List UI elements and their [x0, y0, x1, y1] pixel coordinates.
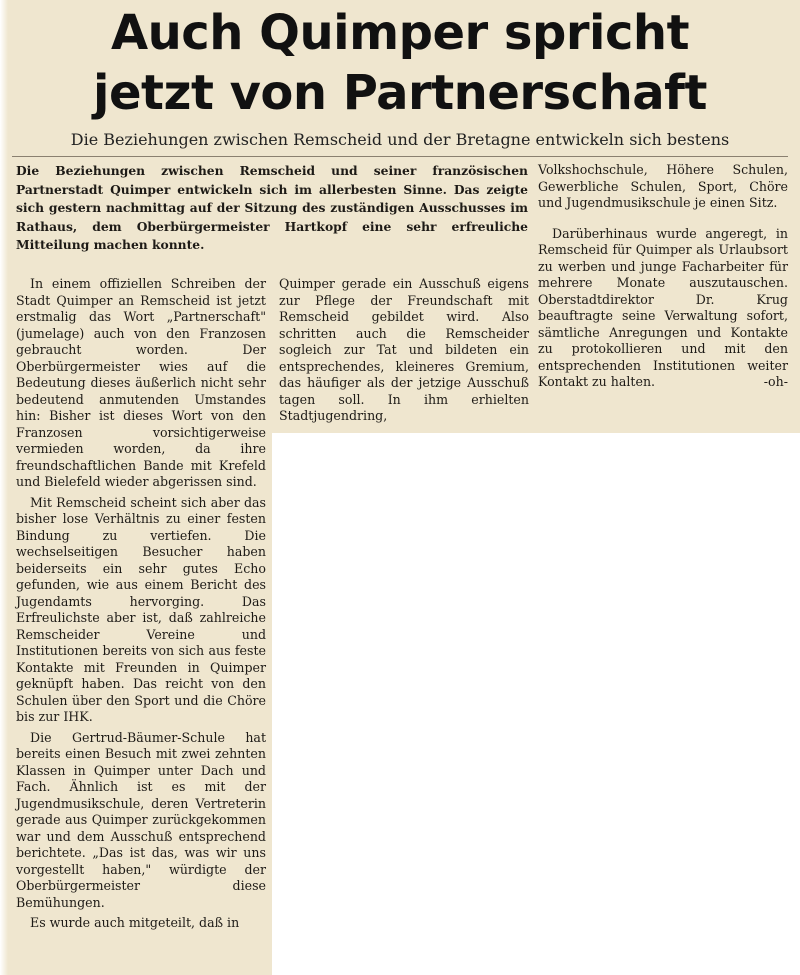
column-1-paragraph-2: Mit Remscheid scheint sich aber das bisher lose Verhältnis zu einer festen Bindung zu vertiefen. Die wechselseitigen Besucher haben beiderseits ein sehr gutes Echo gefunden, wie aus einem Bericht des Jugendamts hervorging. Das Erfreulichste aber ist, daß zahlreiche Remscheider Vereine und Institutionen bereits von sich aus feste Kontakte mit Freunden in Quimper geknüpft haben. Das reicht von den Schulen über den Sport und die Chöre bis zur IHK.: [16, 494, 266, 724]
headline-line-2: jetzt von Partnerschaft: [93, 65, 707, 121]
column-3-paragraph-2-text: Darüberhinaus wurde angeregt, in Remscheid für Quimper als Urlaubsort zu werben und junge Facharbeiter für mehrere Monate auszutauschen. Oberstadtdirektor Dr. Krug beauftragte seine Verwaltung sofort, sämtliche Anregungen und Kontakte zu protokollieren und mit den entsprechenden Institutionen weiter Kontakt zu halten.: [538, 225, 788, 389]
divider: [12, 156, 788, 157]
column-1-paragraph-4: Es wurde auch mitgeteilt, daß in: [30, 915, 240, 930]
column-1-paragraph-3: Die Gertrud-Bäumer-Schule hat bereits einen Besuch mit zwei zehnten Klassen in Quimper unter Dach und Fach. Ähnlich ist es mit der Jugendmusikschule, deren Vertreterin gerade aus Quimper zurückgekommen war und dem Ausschuß entsprechend berichtete. „Das ist das, was wir uns vorgestellt haben," würdigte der Oberbürgermeister diese Bemühungen.: [16, 729, 266, 910]
column-2-paragraph-1: Quimper gerade ein Ausschuß eigens zur Pflege der Freundschaft mit Remscheid gebildet wird. Also schritten auch die Remscheider sogleich zur Tat und bildeten ein entsprechendes, kleineres Gremium, das häufiger als der jetzige Ausschuß tagen soll. In ihm erhielten Stadtjugendring,: [279, 276, 529, 423]
headline-line-1: Auch Quimper spricht: [110, 5, 690, 61]
column-2: [279, 276, 529, 429]
column-3-paragraph-2: [538, 226, 788, 391]
column-3-paragraph-1: Volkshochschule, Höhere Schulen, Gewerbliche Schulen, Sport, Chöre und Jugendmusikschule je einen Sitz.: [538, 162, 788, 210]
blank-paper-area: [272, 433, 800, 975]
subheadline: Die Beziehungen zwischen Remscheid und der Bretagne entwickeln sich bestens: [70, 130, 730, 149]
lead-paragraph: Die Beziehungen zwischen Remscheid und seiner französischen Partnerstadt Quimper entwickeln sich im allerbesten Sinne. Das zeigte sich gestern nachmittag auf der Sitzung des zuständigen Ausschusses im Rathaus, dem Oberbürgermeister Hartkopf eine sehr erfreuliche Mitteilung machen konnte.: [16, 163, 528, 252]
column-1: [16, 276, 266, 936]
column-1-paragraph-1: In einem offiziellen Schreiben der Stadt Quimper an Remscheid ist jetzt erstmalig das Wort „Partnerschaft" (jumelage) auch von den Franzosen gebraucht worden. Der Oberbürgermeister wies auf die Bedeutung dieses äußerlich nicht sehr bedeutend anmutenden Umstandes hin: Bisher ist dieses Wort von den Franzosen vorsichtigerweise vermieden worden, da ihre freundschaftlichen Bande mit Krefeld und Bielefeld wieder abgerissen sind.: [16, 276, 266, 489]
author-signature: -oh-: [763, 374, 788, 389]
column-3: [538, 162, 788, 395]
